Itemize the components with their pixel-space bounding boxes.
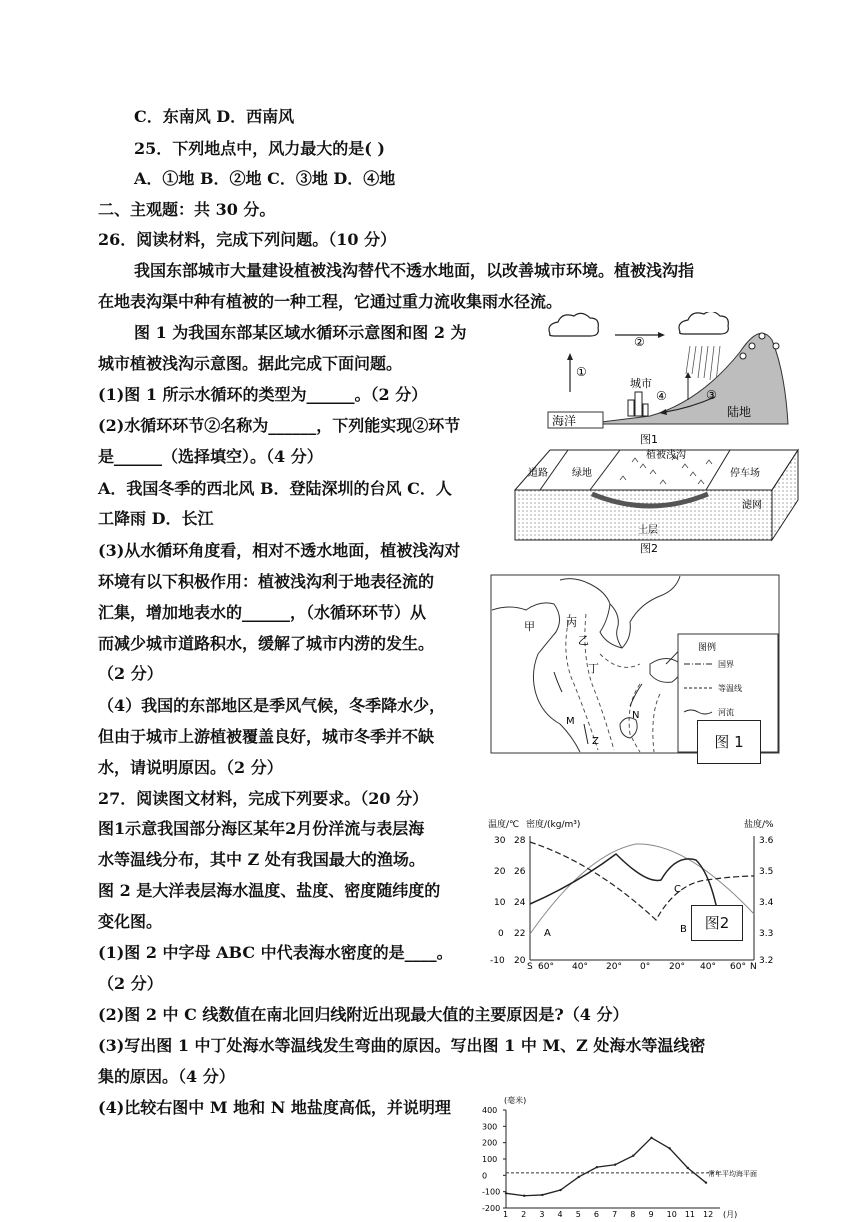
- place-z: Z: [592, 736, 599, 747]
- legend-isotherm-label: 等温线: [718, 684, 742, 693]
- ocean-label: 海洋: [552, 414, 577, 428]
- y-ticks: [482, 1106, 506, 1213]
- place-n: N: [632, 710, 640, 721]
- svg-text:0°: 0°: [640, 962, 651, 972]
- svg-text:40°: 40°: [700, 962, 716, 972]
- sea-level-series-line: [506, 1138, 706, 1196]
- x-tick-label: 1: [503, 1210, 509, 1219]
- filter-label: 滤网: [742, 500, 762, 511]
- legend-river-label: 河流: [718, 708, 734, 717]
- y-tick-label: 100: [482, 1155, 498, 1164]
- green-label: 绿地: [572, 468, 592, 479]
- svg-text:3.6: 3.6: [759, 836, 774, 846]
- figure-caption: 图2: [640, 542, 658, 555]
- svg-text:24: 24: [514, 898, 526, 908]
- material-text: 我国东部城市大量建设植被浅沟替代不透水地面，以改善城市环境。植被浅沟指: [134, 261, 695, 280]
- sub-question: (3)从水循环角度看，相对不透水地面，植被浅沟对: [98, 541, 461, 560]
- sub-question: 汇集，增加地表水的______，（水循环环节）从: [98, 603, 427, 622]
- section-heading: 二、主观题：共 30 分。: [98, 200, 276, 219]
- question-27: 27．阅读图文材料，完成下列要求。（20 分）: [98, 789, 429, 808]
- sea-level-point: [687, 1167, 689, 1169]
- material-text: 图1示意我国部分海区某年2月份洋流与表层海: [98, 819, 425, 838]
- sea-level-points: [505, 1137, 707, 1197]
- x-tick-label: 3: [539, 1210, 545, 1219]
- place-bing: 丙: [566, 616, 577, 629]
- y-tick-label: 0: [482, 1171, 488, 1181]
- sea-level-point: [596, 1166, 598, 1168]
- sub-question: (1)图 1 所示水循环的类型为______。（2 分）: [98, 385, 428, 404]
- svg-text:3.2: 3.2: [759, 956, 774, 966]
- figure-caption: 图1: [640, 433, 658, 446]
- arrow-head: [658, 332, 665, 338]
- legend-border-label: 国界: [718, 660, 734, 669]
- sub-question: 环境有以下积极作用：植被浅沟利于地表径流的: [98, 572, 435, 591]
- svg-text:10: 10: [494, 898, 506, 908]
- sea-level-point: [541, 1194, 543, 1196]
- x-tick-label: 8: [630, 1210, 636, 1219]
- land-label: 陆地: [727, 405, 752, 419]
- x-tick-label: 10: [666, 1210, 677, 1219]
- density-axis-label: 密度/(kg/m³): [526, 820, 581, 830]
- svg-text:20°: 20°: [669, 962, 685, 972]
- sub-question: (4)比较右图中 M 地和 N 地盐度高低，并说明理: [98, 1098, 451, 1117]
- svg-text:-10: -10: [490, 956, 505, 966]
- x-tick-label: 7: [612, 1210, 618, 1219]
- svg-text:26: 26: [514, 867, 526, 877]
- right-ticks: [759, 836, 774, 966]
- figure-label-box: 图2: [691, 905, 743, 941]
- x-tick-label: 12: [703, 1210, 714, 1219]
- svg-text:60°: 60°: [730, 962, 746, 972]
- city-label: 城市: [630, 377, 652, 390]
- legend-title: 图例: [698, 643, 717, 653]
- material-text: 在地表沟渠中种有植被的一种工程，它通过重力流收集雨水径流。: [98, 292, 563, 311]
- material-text: 变化图。: [98, 912, 163, 931]
- arrow-head: [567, 353, 573, 360]
- x-tick-label: 4: [557, 1210, 563, 1219]
- sub-question: (1)图 2 中字母 ABC 中代表海水密度的是____。: [98, 943, 453, 962]
- sub-question: 但由于城市上游植被覆盖良好，城市冬季并不缺: [98, 727, 435, 746]
- sub-question: 水，请说明原因。（2 分）: [98, 758, 283, 777]
- question-25-options: A．①地 B．②地 C．③地 D．④地: [134, 169, 396, 188]
- material-text: 图 2 是大洋表层海水温度、盐度、密度随纬度的: [98, 881, 441, 900]
- sea-level-point: [668, 1147, 670, 1149]
- city-buildings: [628, 392, 648, 416]
- curve-label-c: C: [674, 884, 681, 895]
- svg-text:40°: 40°: [572, 962, 588, 972]
- sea-level-point: [578, 1176, 580, 1178]
- x-ticks: [527, 962, 757, 972]
- figure-label-box: 图 1: [697, 720, 761, 764]
- y-tick-label: -200: [482, 1204, 501, 1213]
- material-text: 城市植被浅沟示意图。据此完成下面问题。: [98, 354, 403, 373]
- y-unit-label: (毫米): [504, 1096, 527, 1105]
- svg-text:3.3: 3.3: [759, 929, 774, 939]
- swale-label: 植被浅沟: [646, 450, 686, 461]
- sea-level-point: [705, 1181, 707, 1183]
- place-jia: 甲: [524, 620, 535, 633]
- label-3: ③: [706, 388, 717, 402]
- y-tick-label: -100: [482, 1187, 501, 1197]
- sea-level-point: [650, 1137, 652, 1139]
- y-tick-label: 300: [482, 1122, 498, 1132]
- material-text: 图 1 为我国东部某区域水循环示意图和图 2 为: [134, 323, 467, 342]
- label-1: ①: [576, 365, 587, 379]
- points: 集的原因。（4 分）: [98, 1067, 235, 1086]
- x-unit-label: (月): [723, 1210, 738, 1219]
- x-tick-label: 2: [521, 1210, 527, 1219]
- curve-c: [530, 854, 718, 914]
- sea-level-point: [614, 1164, 616, 1166]
- place-m: M: [566, 716, 575, 727]
- parking-label: 停车场: [730, 468, 760, 479]
- x-tick-label: 5: [575, 1210, 581, 1219]
- x-ticks: [503, 1210, 713, 1219]
- swale-diagram: [510, 446, 800, 558]
- x-tick-label: 9: [648, 1210, 654, 1219]
- soil-label: 土层: [638, 525, 658, 536]
- option-line: C．东南风 D．西南风: [134, 107, 295, 126]
- svg-text:20: 20: [514, 956, 526, 966]
- place-yi: 乙: [578, 634, 589, 647]
- place-ding: 丁: [588, 662, 599, 675]
- label-2: ②: [634, 335, 645, 349]
- sea-level-chart: [480, 1092, 780, 1220]
- sea-level-point: [505, 1192, 507, 1194]
- mean-sea-level-label: 常年平均海平面: [708, 1169, 757, 1178]
- points: （2 分）: [98, 664, 163, 683]
- svg-text:N: N: [750, 962, 757, 972]
- svg-text:3.5: 3.5: [759, 867, 774, 877]
- sub-question: 是______（选择填空）。（4 分）: [98, 447, 323, 466]
- cloud-icon: [679, 312, 728, 334]
- sub-question: 而减少城市道路积水，缓解了城市内涝的发生。: [98, 634, 435, 653]
- salinity-axis-label: 盐度/%: [744, 820, 774, 830]
- sub-question: (2)图 2 中 C 线数值在南北回归线附近出现最大值的主要原因是?（4 分）: [98, 1005, 629, 1024]
- svg-text:20: 20: [494, 867, 506, 877]
- material-text: 水等温线分布，其中 Z 处有我国最大的渔场。: [98, 850, 425, 869]
- temp-axis-label: 温度/℃: [488, 820, 520, 830]
- sub-question: (3)写出图 1 中丁处海水等温线发生弯曲的原因。写出图 1 中 M、Z 处海水等温线密: [98, 1036, 706, 1055]
- water-cycle-diagram: [540, 312, 790, 447]
- cloud-icon: [549, 313, 598, 336]
- choice-line: 工降雨 D．长江: [98, 509, 214, 528]
- sea-level-point: [559, 1189, 561, 1191]
- svg-text:28: 28: [514, 836, 526, 846]
- curve-label-a: A: [544, 928, 551, 939]
- svg-text:3.4: 3.4: [759, 898, 774, 908]
- left-ticks: [490, 836, 506, 966]
- sea-level-point: [523, 1195, 525, 1197]
- ocean-properties-graph: [486, 814, 776, 972]
- svg-text:30: 30: [494, 836, 506, 846]
- rain-lines: [686, 346, 720, 382]
- choice-line: A．我国冬季的西北风 B．登陆深圳的台风 C．人: [98, 479, 452, 498]
- svg-text:20°: 20°: [606, 962, 622, 972]
- question-26: 26．阅读材料，完成下列问题。（10 分）: [98, 230, 397, 249]
- svg-text:S: S: [527, 962, 533, 972]
- y-tick-label: 200: [482, 1138, 498, 1148]
- y-tick-label: 400: [482, 1106, 498, 1115]
- x-tick-label: 6: [593, 1210, 600, 1219]
- label-4: ④: [656, 389, 667, 403]
- question-25: 25．下列地点中，风力最大的是( ): [134, 139, 385, 158]
- sub-question: （4）我国的东部地区是季风气候，冬季降水少，: [98, 696, 446, 715]
- mountain-shape: [585, 333, 788, 424]
- density-ticks: [514, 836, 526, 966]
- x-tick-label: 11: [684, 1210, 696, 1219]
- svg-text:22: 22: [514, 929, 526, 939]
- svg-text:60°: 60°: [538, 962, 554, 972]
- points: （2 分）: [98, 974, 163, 993]
- sub-question: (2)水循环环节②名称为______，下列能实现②环节: [98, 416, 461, 435]
- curve-label-b: B: [680, 924, 687, 935]
- svg-text:0: 0: [498, 929, 504, 939]
- road-label: 道路: [528, 468, 548, 479]
- sea-level-point: [632, 1155, 634, 1157]
